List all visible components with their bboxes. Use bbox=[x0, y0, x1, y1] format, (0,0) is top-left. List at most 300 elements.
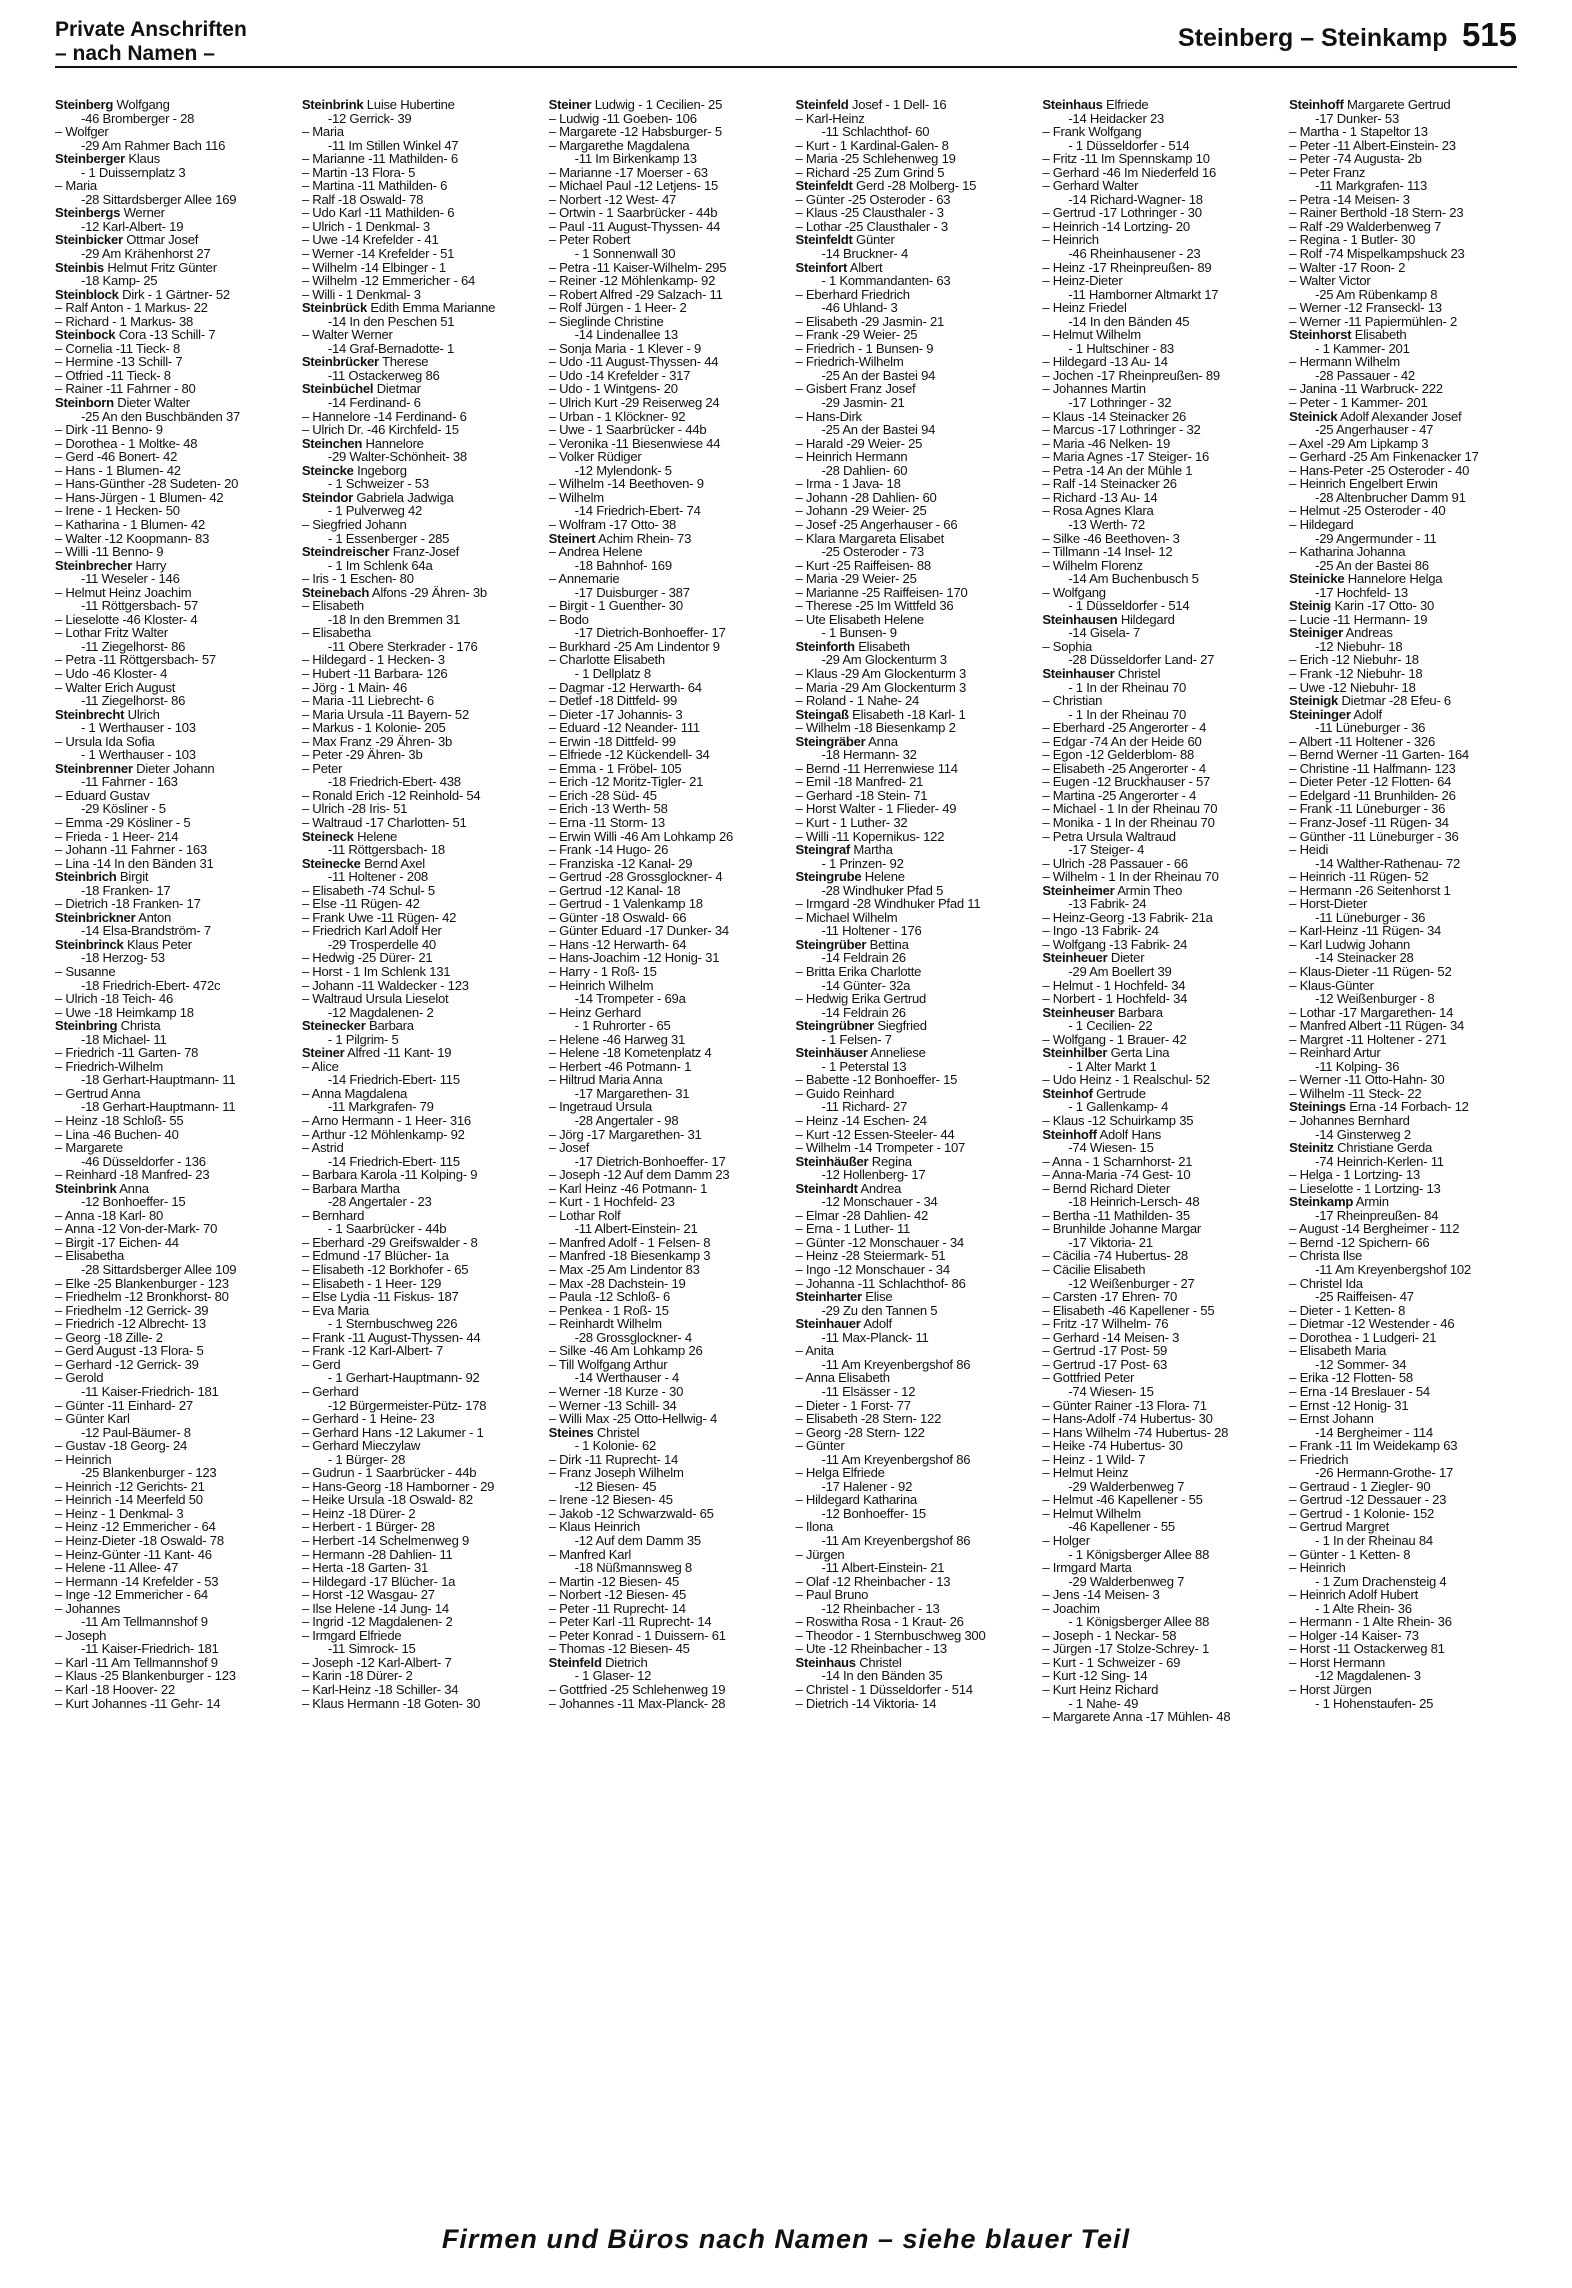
person-entry: – Ortwin - 1 Saarbrücker - 44b bbox=[549, 206, 792, 220]
person-entry: – Christa Ilse bbox=[1289, 1249, 1532, 1263]
person-entry: – Lothar Rolf bbox=[549, 1209, 792, 1223]
given-name-address: Bettina bbox=[869, 936, 909, 952]
surname-entry bbox=[795, 179, 1038, 193]
surname-entry bbox=[302, 437, 545, 451]
address-line: -14 Bruckner- 4 bbox=[821, 246, 908, 262]
person-entry: – Ingo -13 Fabrik- 24 bbox=[1042, 924, 1285, 938]
person-entry: – Walter Erich August bbox=[55, 681, 298, 695]
address-line: - 1 Kommandanten- 63 bbox=[821, 273, 951, 289]
person-entry: – Katharina - 1 Blumen- 42 bbox=[55, 518, 298, 532]
address-line: -28 Angertaler - 23 bbox=[327, 1194, 432, 1210]
person-entry: – Elisabeth Maria bbox=[1289, 1344, 1532, 1358]
address-line: -28 Düsseldorfer Land- 27 bbox=[1068, 652, 1215, 668]
given-name-address: Cora -13 Schill- 7 bbox=[118, 327, 216, 343]
address-line: - 1 Sternbuschweg 226 bbox=[327, 1316, 458, 1332]
surname-entry bbox=[1042, 1087, 1285, 1101]
surname-entry bbox=[55, 328, 298, 342]
person-entry: – Frank -11 Im Weidekamp 63 bbox=[1289, 1439, 1532, 1453]
given-name-address: Gabriela Jadwiga bbox=[356, 489, 454, 505]
person-entry: – Bertha -11 Mathilden- 35 bbox=[1042, 1209, 1285, 1223]
person-entry: – Bernhard bbox=[302, 1209, 545, 1223]
person-entry: – Petra -11 Kaiser-Wilhelm- 295 bbox=[549, 261, 792, 275]
person-entry: – Kurt -25 Raiffeisen- 88 bbox=[795, 559, 1038, 573]
person-entry: – Hermann -14 Krefelder - 53 bbox=[55, 1575, 298, 1589]
address-line: - 1 Gallenkamp- 4 bbox=[1068, 1099, 1169, 1115]
person-entry: – Rolf -74 Mispelkampshuck 23 bbox=[1289, 247, 1532, 261]
person-entry: – Karl -11 Am Tellmannshof 9 bbox=[55, 1656, 298, 1670]
given-name-address: Dieter bbox=[1110, 950, 1145, 966]
person-entry: – Theodor - 1 Sternbuschweg 300 bbox=[795, 1629, 1038, 1643]
person-entry: – Werner -14 Krefelder - 51 bbox=[302, 247, 545, 261]
given-name-address: Dietmar -28 Efeu- 6 bbox=[1341, 693, 1451, 709]
address-line: -17 Viktoria- 21 bbox=[1068, 1234, 1153, 1250]
surname-entry bbox=[55, 396, 298, 410]
address-line: -25 An der Bastei 94 bbox=[821, 367, 936, 383]
address-line: -29 Walderbenweg 7 bbox=[1068, 1573, 1185, 1589]
person-entry: – Ralf -18 Oswald- 78 bbox=[302, 193, 545, 207]
address-line: -25 An der Bastei 94 bbox=[821, 422, 936, 438]
address-line: -12 Mylendonk- 5 bbox=[574, 462, 672, 478]
person-entry: – Gertrud -17 Post- 63 bbox=[1042, 1358, 1285, 1372]
address-line: -11 Hamborner Altmarkt 17 bbox=[1068, 286, 1219, 302]
given-name-address: Josef - 1 Dell- 16 bbox=[851, 98, 947, 112]
person-entry: – Hans-Günther -28 Sudeten- 20 bbox=[55, 477, 298, 491]
person-entry: – Gisbert Franz Josef bbox=[795, 382, 1038, 396]
person-entry: – Horst Hermann bbox=[1289, 1656, 1532, 1670]
person-entry: – Monika - 1 In der Rheinau 70 bbox=[1042, 816, 1285, 830]
surname-entry bbox=[795, 1046, 1038, 1060]
person-entry: – Martina -11 Mathilden- 6 bbox=[302, 179, 545, 193]
surname: Steindreischer bbox=[301, 544, 390, 560]
given-name-address: Achim Rhein- 73 bbox=[598, 530, 692, 546]
given-name-address: Therese bbox=[382, 354, 429, 370]
given-name-address: Klaus bbox=[128, 151, 160, 167]
person-entry: – Rainer Berthold -18 Stern- 23 bbox=[1289, 206, 1532, 220]
person-entry: – Wilhelm -11 Steck- 22 bbox=[1289, 1087, 1532, 1101]
person-entry: – Eduard -12 Neander- 111 bbox=[549, 721, 792, 735]
person-entry: – Frank -11 Lüneburger - 36 bbox=[1289, 802, 1532, 816]
address-line: -17 Duisburger - 387 bbox=[574, 584, 690, 600]
person-entry: – Klaus -25 Clausthaler - 3 bbox=[795, 206, 1038, 220]
person-entry: – Friedrich Karl Adolf Her bbox=[302, 924, 545, 938]
person-entry: – Hedwig -25 Dürer- 21 bbox=[302, 951, 545, 965]
surname: Steiner bbox=[301, 1045, 345, 1061]
address-line: -11 Markgrafen- 79 bbox=[327, 1099, 434, 1115]
person-entry: – Wilhelm -14 Elbinger - 1 bbox=[302, 261, 545, 275]
person-entry: – Helmut - 1 Hochfeld- 34 bbox=[1042, 979, 1285, 993]
person-entry: – Iris - 1 Eschen- 80 bbox=[302, 572, 545, 586]
surname-entry bbox=[302, 586, 545, 600]
person-entry: – Petra -11 Röttgersbach- 57 bbox=[55, 653, 298, 667]
address-line: -13 Fabrik- 24 bbox=[1068, 896, 1147, 912]
address-line: -17 Rheinpreußen- 84 bbox=[1315, 1207, 1439, 1223]
address-line: -12 Rheinbacher - 13 bbox=[821, 1600, 940, 1616]
person-entry: – Burkhard -25 Am Lindentor 9 bbox=[549, 640, 792, 654]
given-name-address: Siegfried bbox=[877, 1018, 927, 1034]
address-line: -12 Paul-Bäumer- 8 bbox=[81, 1424, 191, 1440]
person-entry: – Maria -11 Liebrecht- 6 bbox=[302, 694, 545, 708]
surname: Steingrüber bbox=[795, 936, 867, 952]
surname: Steinfort bbox=[795, 259, 848, 275]
given-name-address: Anton bbox=[138, 909, 172, 925]
person-entry: – Katharina Johanna bbox=[1289, 545, 1532, 559]
surname-entry bbox=[302, 1019, 545, 1033]
person-entry: – Frank Wolfgang bbox=[1042, 125, 1285, 139]
person-entry: – Till Wolfgang Arthur bbox=[549, 1358, 792, 1372]
address-line: -14 Walther-Rathenau- 72 bbox=[1315, 855, 1461, 871]
address-line: -18 Franken- 17 bbox=[81, 882, 171, 898]
surname: Steingraf bbox=[795, 842, 850, 858]
surname-entry bbox=[1289, 1141, 1532, 1155]
person-entry: – Gottfried Peter bbox=[1042, 1371, 1285, 1385]
person-entry: – Else -11 Rügen- 42 bbox=[302, 897, 545, 911]
given-name-address: Dieter Walter bbox=[117, 395, 190, 411]
given-name-address: Armin Theo bbox=[1117, 882, 1183, 898]
address-line: - 1 Duissernplatz 3 bbox=[81, 164, 186, 180]
surname-entry bbox=[302, 301, 545, 315]
surname-entry bbox=[1042, 1046, 1285, 1060]
address-line: -14 Heidacker 23 bbox=[1068, 110, 1165, 126]
address-line: -25 Raiffeisen- 47 bbox=[1315, 1289, 1414, 1305]
surname: Steinbicker bbox=[55, 232, 123, 248]
person-entry: – Erwin Willi -46 Am Lohkamp 26 bbox=[549, 830, 792, 844]
surname-entry bbox=[1042, 613, 1285, 627]
person-entry: – Anna - 1 Scharnhorst- 21 bbox=[1042, 1155, 1285, 1169]
address-line: -17 Dietrich-Bonhoeffer- 17 bbox=[574, 625, 726, 641]
given-name-address: Christel bbox=[859, 1654, 902, 1670]
person-entry: – Gerhard Hans -12 Lakumer - 1 bbox=[302, 1426, 545, 1440]
person-entry: – Carsten -17 Ehren- 70 bbox=[1042, 1290, 1285, 1304]
person-entry: – Friedrich-Wilhelm bbox=[55, 1060, 298, 1074]
person-entry: – Friedrich -12 Albrecht- 13 bbox=[55, 1317, 298, 1331]
surname: Steinberg bbox=[55, 98, 114, 112]
person-entry: – Klaus -29 Am Glockenturm 3 bbox=[795, 667, 1038, 681]
person-entry: – Janina -11 Warbruck- 222 bbox=[1289, 382, 1532, 396]
person-entry: – Siegfried Johann bbox=[302, 518, 545, 532]
person-entry: – Lina -46 Buchen- 40 bbox=[55, 1128, 298, 1142]
surname: Steinecke bbox=[301, 855, 361, 871]
person-entry: – Fritz -11 Im Spennskamp 10 bbox=[1042, 152, 1285, 166]
address-line: -25 Osteroder - 73 bbox=[821, 544, 924, 560]
surname-entry bbox=[795, 98, 1038, 112]
address-line: - 1 In der Rheinau 70 bbox=[1068, 706, 1187, 722]
surname: Steinings bbox=[1289, 1099, 1346, 1115]
person-entry: – Rosa Agnes Klara bbox=[1042, 504, 1285, 518]
person-entry: – Wilhelm Florenz bbox=[1042, 559, 1285, 573]
person-entry: – Udo -46 Kloster- 4 bbox=[55, 667, 298, 681]
person-entry: – Marcus -17 Lothringer - 32 bbox=[1042, 423, 1285, 437]
person-entry: – Lucie -11 Hermann- 19 bbox=[1289, 613, 1532, 627]
address-line: - 1 Pilgrim- 5 bbox=[327, 1031, 399, 1047]
address-line: -25 Blankenburger - 123 bbox=[81, 1465, 217, 1481]
person-entry: – Bernd -12 Spichern- 66 bbox=[1289, 1236, 1532, 1250]
person-entry: – Detlef -18 Dittfeld- 99 bbox=[549, 694, 792, 708]
given-name-address: Dieter Johann bbox=[136, 760, 215, 776]
surname: Steinhorst bbox=[1289, 327, 1352, 343]
address-line: -46 Uhland- 3 bbox=[821, 300, 898, 316]
person-entry: – Werner -12 Franseckl- 13 bbox=[1289, 301, 1532, 315]
surname: Steinbock bbox=[55, 327, 116, 343]
address-line: -14 Werthauser - 4 bbox=[574, 1370, 680, 1386]
person-entry: – Heidi bbox=[1289, 843, 1532, 857]
surname-entry bbox=[795, 233, 1038, 247]
person-entry: – Sophia bbox=[1042, 640, 1285, 654]
person-entry: – Friedhelm -12 Bronkhorst- 80 bbox=[55, 1290, 298, 1304]
surname-entry bbox=[549, 1656, 792, 1670]
person-entry: – Hannelore -14 Ferdinand- 6 bbox=[302, 410, 545, 424]
person-entry: – Elisabeth -46 Kapellener - 55 bbox=[1042, 1304, 1285, 1318]
person-entry: – Peter bbox=[302, 762, 545, 776]
person-entry: – Ingo -12 Monschauer - 34 bbox=[795, 1263, 1038, 1277]
person-entry: – Helmut Wilhelm bbox=[1042, 1507, 1285, 1521]
person-entry: – Friedrich -11 Garten- 78 bbox=[55, 1046, 298, 1060]
person-entry: – Karl-Heinz bbox=[795, 112, 1038, 126]
person-entry: – Günter -25 Osteroder - 63 bbox=[795, 193, 1038, 207]
person-entry: – Irmgard Marta bbox=[1042, 1561, 1285, 1575]
surname-entry bbox=[795, 1155, 1038, 1169]
given-name-address: Andrea bbox=[860, 1180, 902, 1196]
person-entry: – Ulrich Dr. -46 Kirchfeld- 15 bbox=[302, 423, 545, 437]
directory-columns bbox=[55, 98, 1532, 2156]
address-line: -18 Kamp- 25 bbox=[81, 273, 158, 289]
person-entry: – Kurt Johannes -11 Gehr- 14 bbox=[55, 1697, 298, 1711]
person-entry: – Eberhard Friedrich bbox=[795, 288, 1038, 302]
person-entry: – Margarethe Magdalena bbox=[549, 139, 792, 153]
person-entry: – Johann -11 Fahrner - 163 bbox=[55, 843, 298, 857]
person-entry: – Werner -11 Otto-Hahn- 30 bbox=[1289, 1073, 1532, 1087]
given-name-address: Ingeborg bbox=[357, 462, 407, 478]
person-entry: – Dieter -17 Johannis- 3 bbox=[549, 708, 792, 722]
person-entry: – Else Lydia -11 Fiskus- 187 bbox=[302, 1290, 545, 1304]
person-entry: – Ulrich -18 Teich- 46 bbox=[55, 992, 298, 1006]
surname: Steinhäuser bbox=[795, 1045, 868, 1061]
person-entry: – Heinz-Günter -11 Kant- 46 bbox=[55, 1548, 298, 1562]
person-entry: – Wilhelm -14 Trompeter - 107 bbox=[795, 1141, 1038, 1155]
person-entry: – Josef -25 Angerhauser - 66 bbox=[795, 518, 1038, 532]
person-entry: – Lieselotte -46 Kloster- 4 bbox=[55, 613, 298, 627]
person-entry: – Horst-Dieter bbox=[1289, 897, 1532, 911]
person-entry: – Hiltrud Maria Anna bbox=[549, 1073, 792, 1087]
person-entry: – Erika -12 Flotten- 58 bbox=[1289, 1371, 1532, 1385]
address-line: -12 Auf dem Damm 35 bbox=[574, 1532, 701, 1548]
person-entry: – Franz Joseph Wilhelm bbox=[549, 1466, 792, 1480]
person-entry: – Anna-Maria -74 Gest- 10 bbox=[1042, 1168, 1285, 1182]
address-line: -25 Angerhauser - 47 bbox=[1315, 422, 1434, 438]
person-entry: – Elisabeth -12 Borkhofer - 65 bbox=[302, 1263, 545, 1277]
address-line: -25 Am Rübenkamp 8 bbox=[1315, 286, 1438, 302]
given-name-address: Barbara bbox=[368, 1018, 414, 1034]
person-entry: – Walter Victor bbox=[1289, 274, 1532, 288]
person-entry: – Penkea - 1 Roß- 15 bbox=[549, 1304, 792, 1318]
address-line: - 1 Im Schlenk 64a bbox=[327, 557, 433, 573]
given-name-address: Günter bbox=[856, 232, 895, 248]
given-name-address: Christel bbox=[1117, 665, 1161, 681]
surname: Steingaß bbox=[795, 706, 849, 722]
person-entry: – Dagmar -12 Herwarth- 64 bbox=[549, 681, 792, 695]
person-entry: – Reinhard -18 Manfred- 23 bbox=[55, 1168, 298, 1182]
given-name-address: Christa bbox=[120, 1018, 161, 1034]
address-line: -14 Feldrain 26 bbox=[821, 950, 906, 966]
address-line: -18 Michael- 11 bbox=[81, 1031, 167, 1047]
person-entry: – Barbara Martha bbox=[302, 1182, 545, 1196]
address-line: - 1 Glaser- 12 bbox=[574, 1668, 652, 1684]
person-entry: – Anita bbox=[795, 1344, 1038, 1358]
address-line: -11 Am Kreyenbergshof 86 bbox=[821, 1532, 971, 1548]
surname: Steinharter bbox=[795, 1289, 862, 1305]
address-line: - 1 Hultschiner - 83 bbox=[1068, 340, 1174, 356]
person-entry: – Helmut -25 Osteroder - 40 bbox=[1289, 504, 1532, 518]
person-entry: – Waltraud -17 Charlotten- 51 bbox=[302, 816, 545, 830]
person-entry: – Friedhelm -12 Gerrick- 39 bbox=[55, 1304, 298, 1318]
person-entry: – Heinz -28 Steiermark- 51 bbox=[795, 1249, 1038, 1263]
person-entry: – Kurt - 1 Kardinal-Galen- 8 bbox=[795, 139, 1038, 153]
given-name-address: Wolfgang bbox=[116, 98, 170, 112]
person-entry: – Irmgard Elfriede bbox=[302, 1629, 545, 1643]
surname-entry bbox=[55, 1019, 298, 1033]
surname-entry bbox=[55, 98, 298, 112]
given-name-address: Adolf Hans bbox=[1099, 1126, 1162, 1142]
address-line: - 1 Schweizer - 53 bbox=[327, 476, 429, 492]
person-entry: – Emma -29 Kösliner - 5 bbox=[55, 816, 298, 830]
person-entry: – Gustav -18 Georg- 24 bbox=[55, 1439, 298, 1453]
address-line: -17 Dunker- 53 bbox=[1315, 110, 1399, 126]
address-line: -14 Am Buchenbusch 5 bbox=[1068, 571, 1199, 587]
person-entry: – Horst Jürgen bbox=[1289, 1683, 1532, 1697]
address-line: -28 Passauer - 42 bbox=[1315, 367, 1415, 383]
address-line: -12 Magdalenen- 2 bbox=[327, 1004, 434, 1020]
surname: Steinicke bbox=[1289, 571, 1345, 587]
person-entry: – Karl Heinz -46 Potmann- 1 bbox=[549, 1182, 792, 1196]
surname-entry bbox=[795, 938, 1038, 952]
directory-column bbox=[1289, 98, 1532, 2156]
person-entry: – Hildegard bbox=[1289, 518, 1532, 532]
person-entry: – Lina -14 In den Bänden 31 bbox=[55, 857, 298, 871]
person-entry: – Gerhard -12 Gerrick- 39 bbox=[55, 1358, 298, 1372]
surname: Steinfeldt bbox=[795, 178, 853, 194]
person-entry: – Bodo bbox=[549, 613, 792, 627]
address-line: -11 Holtener - 176 bbox=[821, 923, 922, 939]
person-entry: – August -14 Bergheimer - 112 bbox=[1289, 1222, 1532, 1236]
person-entry: – Axel -29 Am Lipkamp 3 bbox=[1289, 437, 1532, 451]
person-entry: – Wolfgang -13 Fabrik- 24 bbox=[1042, 938, 1285, 952]
person-entry: – Cornelia -11 Tieck- 8 bbox=[55, 342, 298, 356]
person-entry: – Wolfger bbox=[55, 125, 298, 139]
person-entry: – Silke -46 Beethoven- 3 bbox=[1042, 532, 1285, 546]
person-entry: – Elisabeth -25 Angerorter - 4 bbox=[1042, 762, 1285, 776]
person-entry: – Joseph -12 Auf dem Damm 23 bbox=[549, 1168, 792, 1182]
person-entry: – Jörg -17 Margarethen- 31 bbox=[549, 1128, 792, 1142]
surname-entry bbox=[795, 1656, 1038, 1670]
person-entry: – Guido Reinhard bbox=[795, 1087, 1038, 1101]
surname: Steinigk bbox=[1289, 693, 1339, 709]
address-line: - 1 Nahe- 49 bbox=[1068, 1695, 1139, 1711]
surname: Steinberger bbox=[55, 151, 126, 167]
person-entry: – Irma - 1 Java- 18 bbox=[795, 477, 1038, 491]
person-entry: – Erich -13 Werth- 58 bbox=[549, 802, 792, 816]
person-entry: – Heinrich -11 Rügen- 52 bbox=[1289, 870, 1532, 884]
surname: Steinbrück bbox=[301, 300, 367, 316]
address-line: -28 Altenbrucher Damm 91 bbox=[1315, 489, 1466, 505]
person-entry: – Roswitha Rosa - 1 Kraut- 26 bbox=[795, 1615, 1038, 1629]
given-name-address: Helene bbox=[357, 828, 398, 844]
person-entry: – Herta -18 Garten- 31 bbox=[302, 1561, 545, 1575]
person-entry: – Arthur -12 Möhlenkamp- 92 bbox=[302, 1128, 545, 1142]
person-entry: – Richard - 1 Markus- 38 bbox=[55, 315, 298, 329]
directory-column bbox=[302, 98, 545, 2156]
person-entry: – Frank -14 Hugo- 26 bbox=[549, 843, 792, 857]
person-entry: – Gerd bbox=[302, 1358, 545, 1372]
person-entry: – Albert -11 Holtener - 326 bbox=[1289, 735, 1532, 749]
address-line: - 1 Felsen- 7 bbox=[821, 1031, 892, 1047]
person-entry: – Erna -11 Storm- 13 bbox=[549, 816, 792, 830]
person-entry: – Lothar -17 Margarethen- 14 bbox=[1289, 1006, 1532, 1020]
given-name-address: Armin bbox=[1355, 1194, 1389, 1210]
person-entry: – Johann -29 Weier- 25 bbox=[795, 504, 1038, 518]
address-line: -11 Am Kreyenbergshof 86 bbox=[821, 1451, 971, 1467]
person-entry: – Eduard Gustav bbox=[55, 789, 298, 803]
surname: Steinbis bbox=[55, 259, 104, 275]
given-name-address: Gerd -28 Molberg- 15 bbox=[856, 178, 977, 194]
person-entry: – Gertrud -28 Grossglockner- 4 bbox=[549, 870, 792, 884]
person-entry: – Eberhard -29 Greifswalder - 8 bbox=[302, 1236, 545, 1250]
person-entry: – Günter Karl bbox=[55, 1412, 298, 1426]
person-entry: – Gertrud -17 Lothringer - 30 bbox=[1042, 206, 1285, 220]
person-entry: – Peter -29 Ähren- 3b bbox=[302, 748, 545, 762]
person-entry: – Christel - 1 Düsseldorfer - 514 bbox=[795, 1683, 1038, 1697]
person-entry: – Horst -12 Wasgau- 27 bbox=[302, 1588, 545, 1602]
surname-entry bbox=[1289, 1195, 1532, 1209]
person-entry: – Willi -11 Kopernikus- 122 bbox=[795, 830, 1038, 844]
address-line: -17 Margarethen- 31 bbox=[574, 1085, 690, 1101]
address-line: - 1 Sonnenwall 30 bbox=[574, 246, 676, 262]
header-section-title bbox=[55, 18, 247, 66]
surname-entry bbox=[795, 261, 1038, 275]
person-entry: – Hermann -26 Seitenhorst 1 bbox=[1289, 884, 1532, 898]
surname: Steinbrickner bbox=[55, 909, 136, 925]
person-entry: – Karl -18 Hoover- 22 bbox=[55, 1683, 298, 1697]
person-entry: – Manfred Adolf - 1 Felsen- 8 bbox=[549, 1236, 792, 1250]
address-line: -28 Grossglockner- 4 bbox=[574, 1329, 692, 1345]
person-entry: – Otfried -11 Tieck- 8 bbox=[55, 369, 298, 383]
person-entry: – Anna -12 Von-der-Mark- 70 bbox=[55, 1222, 298, 1236]
address-line: -26 Hermann-Grothe- 17 bbox=[1315, 1465, 1454, 1481]
address-line: -12 Hollenberg- 17 bbox=[821, 1167, 926, 1183]
person-entry: – Gerhard -14 Meisen- 3 bbox=[1042, 1331, 1285, 1345]
address-line: -18 Herzog- 53 bbox=[81, 950, 165, 966]
person-entry: – Gerhard Mieczylaw bbox=[302, 1439, 545, 1453]
person-entry: – Dorothea - 1 Moltke- 48 bbox=[55, 437, 298, 451]
given-name-address: Elisabeth -18 Karl- 1 bbox=[852, 706, 966, 722]
header-title-line2: – nach Namen – bbox=[55, 42, 215, 65]
person-entry: – Hildegard - 1 Hecken- 3 bbox=[302, 653, 545, 667]
address-line: -18 Nüßmannsweg 8 bbox=[574, 1560, 692, 1576]
surname: Steinhoff bbox=[1289, 98, 1344, 112]
surname-entry bbox=[795, 1182, 1038, 1196]
surname-entry bbox=[1289, 410, 1532, 424]
page-number: 515 bbox=[1461, 16, 1517, 53]
address-line: -11 Elsässer - 12 bbox=[821, 1383, 916, 1399]
surname: Steinfeld bbox=[795, 98, 849, 112]
person-entry: – Martin -12 Biesen- 45 bbox=[549, 1575, 792, 1589]
address-line: -12 Magdalenen- 3 bbox=[1315, 1668, 1421, 1684]
surname-entry bbox=[549, 98, 792, 112]
address-line: - 1 Alter Markt 1 bbox=[1068, 1058, 1157, 1074]
person-entry: – Elisabeth -28 Stern- 122 bbox=[795, 1412, 1038, 1426]
address-line: -11 Lüneburger - 36 bbox=[1315, 909, 1426, 925]
person-entry: – Roland - 1 Nahe- 24 bbox=[795, 694, 1038, 708]
address-line: -14 In den Peschen 51 bbox=[327, 313, 455, 329]
surname: Steinhäußer bbox=[795, 1153, 869, 1169]
